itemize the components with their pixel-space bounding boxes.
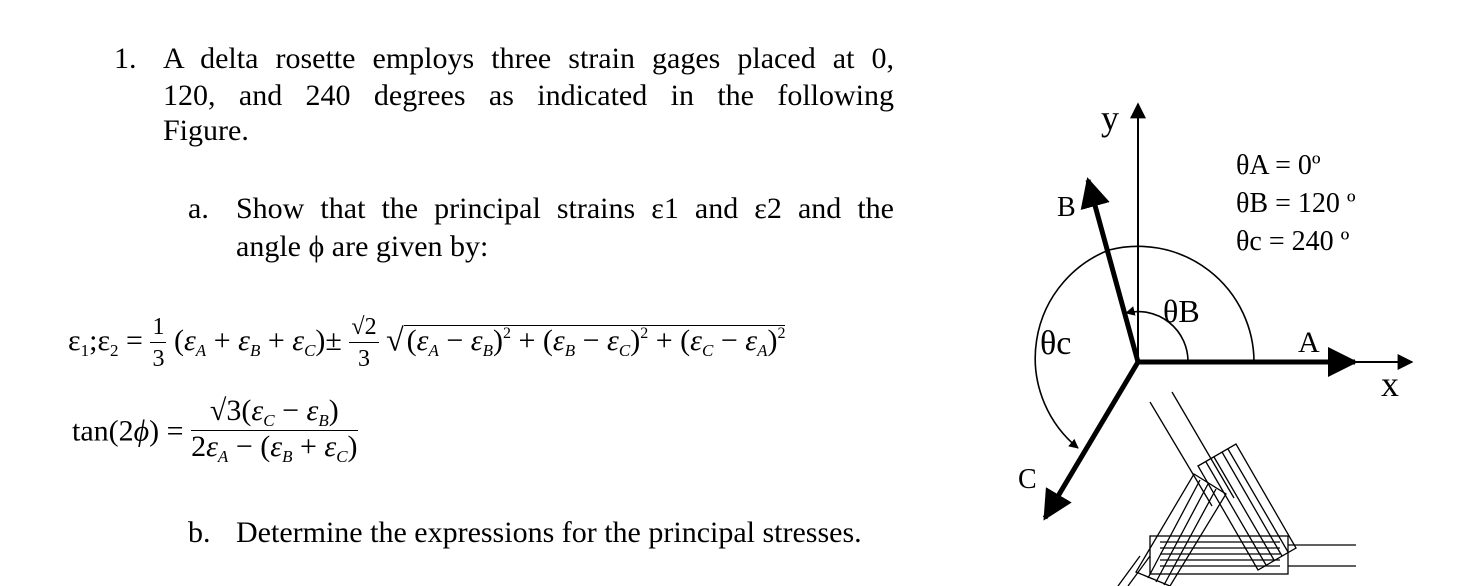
part-b-text: Determine the expressions for the principal stresses. [236,516,862,549]
angle-c-label: θc [1040,325,1072,362]
gage-b-line [1088,180,1138,362]
rosette-figure [990,80,1440,586]
part-b-label: b. [188,516,211,549]
y-axis-label: y [1101,98,1119,138]
angle-c-value: θc = 240 º [1236,226,1350,257]
gage-c-line [1045,362,1138,518]
x-axis-label: x [1381,364,1399,404]
angle-a-value: θA = 0º [1236,150,1321,181]
part-a-label: a. [188,192,209,225]
gage-b-label: B [1057,192,1076,223]
statement-line-1: A delta rosette employs three strain gages placed at 0, [163,42,894,75]
angle-b-label: θB [1163,293,1200,329]
part-a-line-1: Show that the principal strains ε1 and ε2 and the [236,192,894,225]
rosette-gage-bundle [1118,392,1356,586]
part-a-line-2: angle ϕ are given by: [236,230,489,263]
equation-principal-strains: $\varepsilon_1;\varepsilon_2$ = $\frac{1}{3}$ $(\varepsilon_A + \varepsilon_B + \varepsilon_C)\pm$ $\frac{√2}{3}$ √ $(\varepsilon_A - \varepsilon_B)^2 + (\varepsilon_B - \varepsilon_C)^2 + (\varepsilon_C - \varepsilon_A)^2$ [68,314,786,372]
statement-line-3: Figure. [163,114,249,147]
gage-c-label: C [1018,464,1037,495]
problem-number: 1. [114,42,137,75]
angle-b-value: θB = 120 º [1236,188,1356,219]
equation-tan-2phi: tan(2ϕ) = $\frac{√3(\varepsilon_C - \varepsilon_B)}{2\varepsilon_A - (\varepsilon_B + \varepsilon_C)}$ [72,394,358,466]
gage-a-label: A [1298,326,1320,359]
statement-line-2: 120, and 240 degrees as indicated in the following [163,79,894,112]
